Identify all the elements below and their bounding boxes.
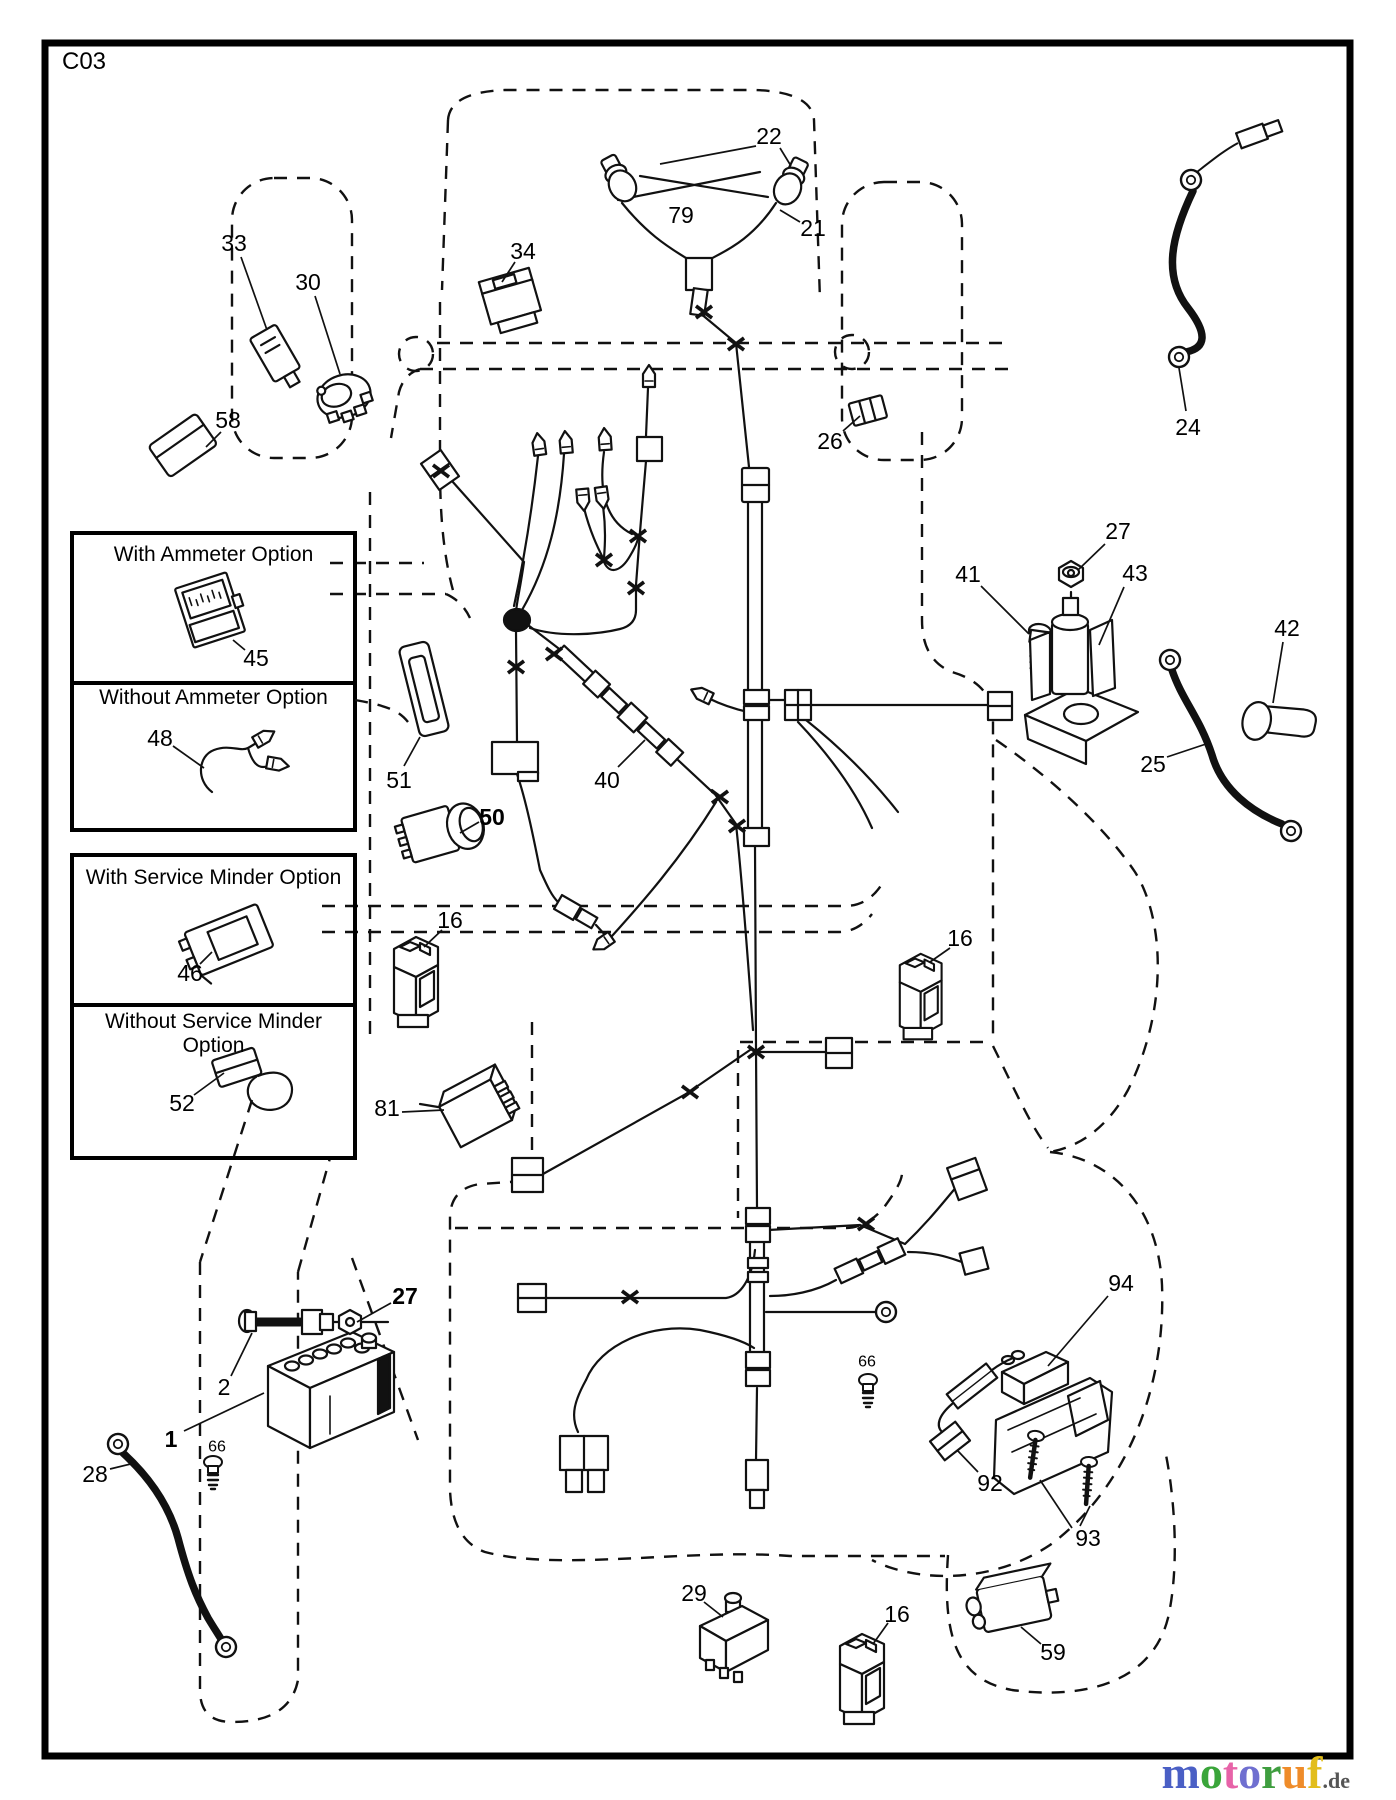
part-label-41: 41 (955, 561, 981, 588)
leader-line-27 (357, 1303, 391, 1322)
part-label-79: 79 (668, 202, 694, 229)
option-title-with-service-minder: With Service Minder Option (85, 866, 342, 889)
leader-line-2 (231, 1333, 252, 1376)
option-title-without-ammeter: Without Ammeter Option (99, 686, 328, 709)
part-label-21: 21 (800, 215, 826, 242)
motoruf-domain-suffix: .de (1322, 1768, 1350, 1793)
ammeter-45 (175, 570, 251, 648)
ring-terminal (1165, 343, 1193, 371)
circuit-breaker-33 (250, 324, 307, 393)
leader-line-24 (1179, 368, 1186, 411)
part-label-92: 92 (977, 1470, 1003, 1497)
headlamp-socket-right-22 (769, 154, 813, 209)
leader-line-30 (315, 296, 340, 374)
part-label-25: 25 (1140, 751, 1166, 778)
cable-25 (1172, 670, 1282, 824)
leader-line-92 (957, 1450, 978, 1472)
harness-junction (504, 609, 530, 631)
part-label-26: 26 (817, 428, 843, 455)
cable-24-lead (1197, 143, 1238, 172)
leader-line-21 (780, 210, 800, 222)
leader-line-51 (404, 737, 420, 766)
logo-letter: m (1161, 1747, 1200, 1798)
option-title-with-ammeter: With Ammeter Option (113, 543, 314, 566)
cable-28 (123, 1453, 221, 1639)
option-title-without-service-minder: Without Service Minder Option (104, 1010, 323, 1057)
part-label-43: 43 (1122, 560, 1148, 587)
bracket-51 (398, 641, 449, 738)
plunger-switch-16 (394, 937, 438, 1027)
leader-line-81 (402, 1110, 444, 1112)
leader-line-41 (981, 586, 1029, 634)
part-label-42: 42 (1274, 615, 1300, 642)
square-connector (637, 437, 662, 461)
sleeve-segments (834, 1238, 905, 1284)
leader-line-29 (704, 1602, 723, 1617)
battery-1 (268, 1332, 394, 1448)
connector (947, 1158, 987, 1200)
connector (960, 1247, 989, 1274)
leader-line-48 (173, 746, 204, 768)
logo-letter: t (1222, 1747, 1239, 1798)
control-module-94 (994, 1351, 1112, 1494)
inline-fuse (554, 895, 598, 930)
part-label-59: 59 (1040, 1639, 1066, 1666)
part-label-16: 16 (947, 925, 973, 952)
leader-line-40 (618, 740, 645, 767)
part-label-16: 16 (884, 1601, 910, 1628)
terminal-boot-42 (1239, 697, 1318, 751)
part-label-52: 52 (169, 1090, 195, 1117)
ignition-switch-30 (312, 368, 378, 428)
leader-line-22 (780, 148, 791, 166)
plunger-switch-16 (900, 954, 942, 1040)
part-label-58: 58 (215, 407, 241, 434)
relay-81 (434, 1064, 523, 1147)
leader-line-93 (1040, 1480, 1072, 1528)
part-label-46: 46 (177, 960, 203, 987)
part-label-22: 22 (756, 123, 782, 150)
leader-line-22 (660, 146, 756, 164)
logo-letter: r (1261, 1747, 1282, 1798)
part-label-29: 29 (681, 1580, 707, 1607)
cable-24 (1172, 191, 1202, 352)
components (104, 118, 1317, 1724)
part-label-48: 48 (147, 725, 173, 752)
leader-line-59 (1021, 1627, 1041, 1644)
motoruf-watermark (1040, 1747, 1350, 1800)
part-label-66: 66 (858, 1353, 876, 1371)
leader-line-25 (1167, 744, 1206, 757)
leader-line-33 (241, 257, 267, 330)
part-label-27: 27 (1105, 518, 1131, 545)
leader-line-94 (1048, 1296, 1108, 1366)
part-label-94: 94 (1108, 1270, 1134, 1297)
logo-letter: f (1307, 1747, 1323, 1798)
ring-terminal (1179, 168, 1203, 192)
part-label-93: 93 (1075, 1525, 1101, 1552)
part-label-28: 28 (82, 1461, 108, 1488)
part-label-51: 51 (386, 767, 412, 794)
plunger-switch-16 (840, 1634, 884, 1724)
hex-nut-27 (1059, 561, 1083, 587)
logo-letter: o (1238, 1747, 1262, 1798)
leader-line-27 (1078, 544, 1105, 570)
buzzer-50 (393, 797, 489, 867)
part-label-30: 30 (295, 269, 321, 296)
part-label-27: 27 (392, 1283, 418, 1310)
page-code: C03 (62, 48, 107, 75)
motoruf-brand-letters (1162, 1747, 1323, 1798)
battery-terminal (362, 1334, 376, 1349)
leader-line-42 (1273, 642, 1283, 703)
cable-24-plug (1236, 118, 1283, 148)
clamp-plate (302, 1310, 333, 1334)
part-label-66: 66 (208, 1438, 226, 1456)
part-label-1: 1 (164, 1426, 178, 1453)
starter-solenoid-43 (1025, 598, 1138, 764)
bolt-2 (239, 1310, 256, 1332)
option-pointer (355, 700, 408, 722)
part-label-24: 24 (1175, 414, 1201, 441)
jumper-wire-48 (201, 742, 268, 792)
logo-letter: u (1281, 1747, 1308, 1798)
logo-letter: o (1199, 1747, 1223, 1798)
light-switch-34 (479, 268, 544, 335)
part-label-81: 81 (374, 1095, 400, 1122)
part-label-33: 33 (221, 230, 247, 257)
harness-sleeve-40 (553, 643, 719, 799)
component-box (492, 742, 538, 781)
headlamp-socket-left-22 (596, 152, 641, 207)
part-label-40: 40 (594, 767, 620, 794)
part-label-45: 45 (243, 645, 269, 672)
part-label-50: 50 (479, 804, 505, 831)
part-label-16: 16 (437, 907, 463, 934)
part-label-2: 2 (217, 1374, 231, 1401)
part-label-34: 34 (510, 238, 536, 265)
